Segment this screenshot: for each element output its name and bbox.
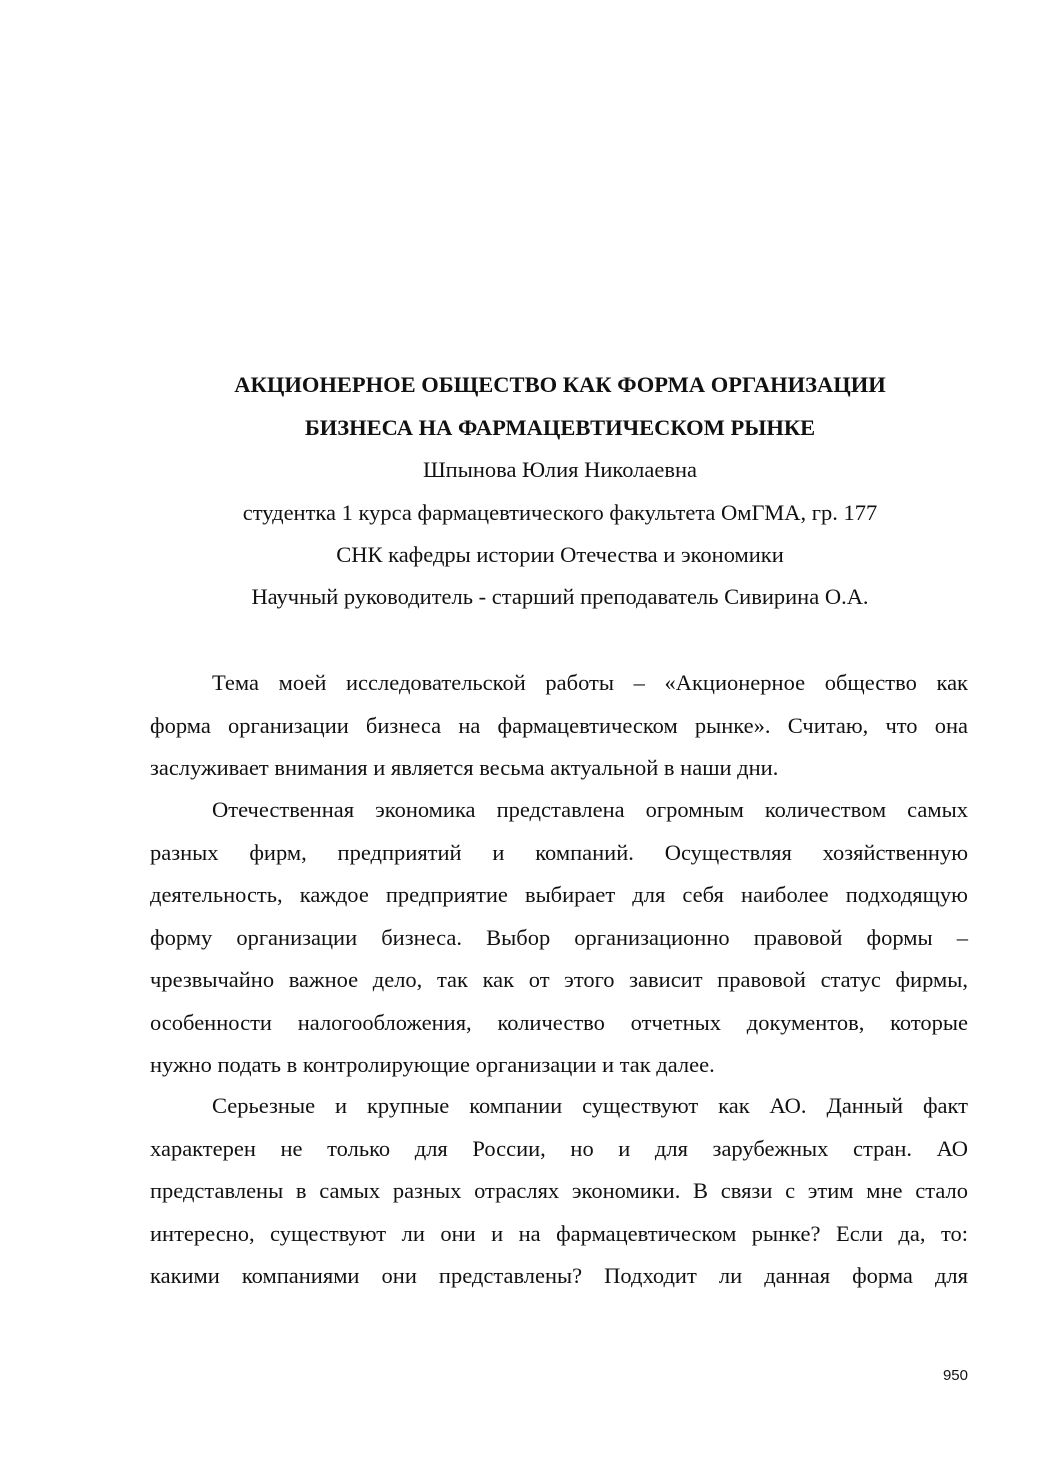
paragraph-line: Тема моей исследовательской работы – «Акционерное общество как xyxy=(212,670,968,695)
paragraph-line: представлены в самых разных отраслях экономики. В связи с этим мне стало xyxy=(150,1178,968,1203)
article-title-line-1: АКЦИОНЕРНОЕ ОБЩЕСТВО КАК ФОРМА ОРГАНИЗАЦИИ xyxy=(234,372,886,397)
author-name: Шпынова Юлия Николаевна xyxy=(422,457,698,482)
author-affiliation-line-1: студентка 1 курса фармацевтического факультета ОмГМА, гр. 177 xyxy=(242,500,878,525)
article-body xyxy=(150,0,968,1473)
paragraph-line: особенности налогообложения, количество отчетных документов, которые xyxy=(150,1009,968,1035)
paragraph-line: характерен не только для России, но и для зарубежных стран. АО xyxy=(150,1135,968,1161)
paragraph-line: заслуживает внимания и является весьма актуальной в наши дни. xyxy=(150,755,779,780)
paragraph-1 xyxy=(150,662,968,790)
paragraph-line: нужно подать в контролирующие организации и так далее. xyxy=(150,1052,715,1077)
paragraph-line: какими компаниями они представлены? Подходит ли данная форма для xyxy=(150,1263,968,1288)
paragraph-line: чрезвычайно важное дело, так как от этого зависит правовой статус фирмы, xyxy=(150,967,968,992)
paragraph-line: Серьезные и крупные компании существуют как АО. Данный факт xyxy=(212,1093,968,1118)
paragraph-line: деятельность, каждое предприятие выбирает для себя наиболее подходящую xyxy=(150,882,968,907)
article-title-line-2: БИЗНЕСА НА ФАРМАЦЕВТИЧЕСКОМ РЫНКЕ xyxy=(304,415,816,440)
paragraph-line: разных фирм, предприятий и компаний. Осуществляя хозяйственную xyxy=(150,839,968,865)
paragraph-line: форма организации бизнеса на фармацевтическом рынке». Считаю, что она xyxy=(150,712,968,738)
page-number: 950 xyxy=(942,1367,968,1384)
paragraph-line: интересно, существуют ли они и на фармацевтическом рынке? Если да, то: xyxy=(150,1220,968,1246)
paragraph-2 xyxy=(150,789,968,1087)
paragraph-line: форму организации бизнеса. Выбор организационно правовой формы – xyxy=(150,924,968,950)
paragraph-line: Отечественная экономика представлена огромным количеством самых xyxy=(212,797,968,822)
paragraph-3 xyxy=(150,1085,968,1298)
author-affiliation-line-2: СНК кафедры истории Отечества и экономики xyxy=(336,542,784,567)
scientific-supervisor: Научный руководитель - старший преподаватель Сивирина О.А. xyxy=(251,584,869,609)
